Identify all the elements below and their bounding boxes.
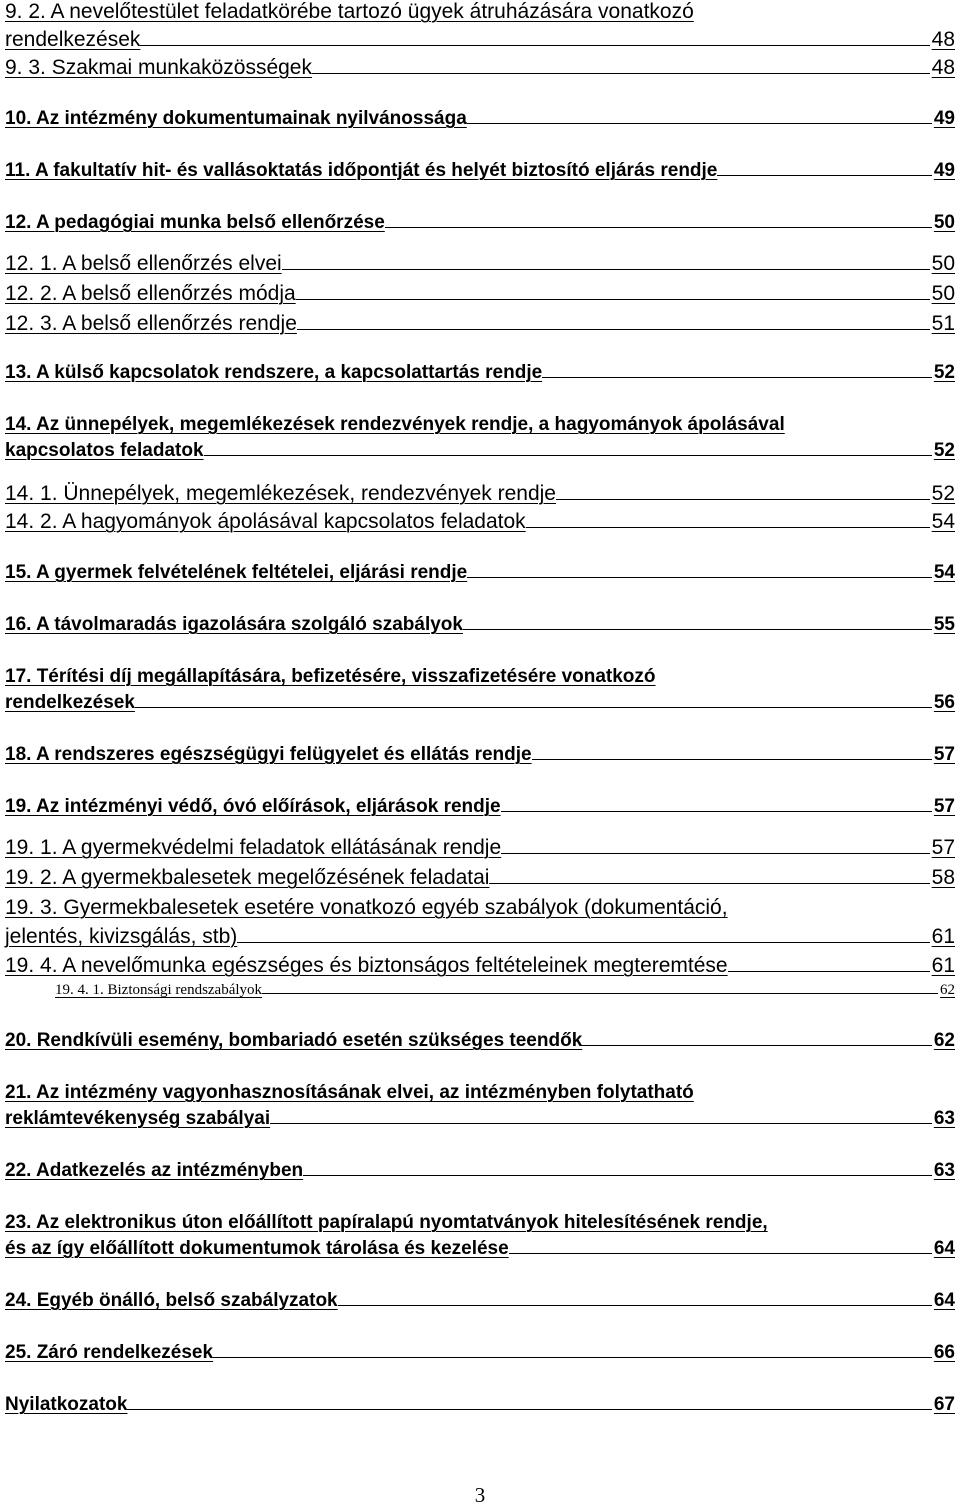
toc-entry-title: 13. A külső kapcsolatok rendszere, a kapcsolattartás rendje [5, 362, 543, 383]
toc-entry-link[interactable] [5, 108, 955, 138]
dot-leader [237, 942, 929, 943]
toc-entry-link[interactable] [5, 1394, 955, 1424]
toc-entry-link[interactable] [5, 1238, 955, 1268]
toc-entry-page-number: 52 [933, 362, 955, 383]
dot-leader [296, 299, 930, 300]
toc-entry-page-number: 50 [933, 212, 955, 233]
toc-entry-page-number: 54 [933, 562, 955, 583]
toc-entry-title: 19. 4. A nevelőmunka egészséges és biztonságos feltételeinek megteremtése [5, 954, 728, 977]
dot-leader [204, 455, 932, 456]
dot-leader [262, 993, 938, 994]
toc-entry-title: 12. 1. A belső ellenőrzés elvei [5, 252, 282, 275]
toc-entry-link[interactable] [5, 1108, 955, 1138]
toc-entry-page-number: 63 [933, 1108, 955, 1129]
page-number: 3 [474, 1483, 486, 1507]
toc-entry-title: 12. 3. A belső ellenőrzés rendje [5, 312, 297, 335]
toc-entry-page-number: 49 [933, 160, 955, 181]
toc-entry-title: Nyilatkozatok [5, 1394, 128, 1415]
toc-entry-title: 11. A fakultatív hit- és vallásoktatás időpontját és helyét biztosító eljárás rendje [5, 160, 718, 181]
dot-leader [582, 1045, 932, 1046]
dot-leader [463, 629, 932, 630]
dot-leader [467, 577, 932, 578]
toc-entry-link[interactable] [5, 312, 955, 342]
toc-entry-title: 19. Az intézményi védő, óvó előírások, eljárások rendje [5, 796, 501, 817]
toc-entry-title: 22. Adatkezelés az intézményben [5, 1160, 304, 1181]
toc-entry-link[interactable] [5, 1160, 955, 1190]
toc-entry-link[interactable] [5, 744, 955, 774]
toc-entry-page-number: 48 [931, 56, 955, 79]
toc-entry-page-number: 55 [933, 614, 955, 635]
dot-leader [526, 527, 930, 528]
toc-entry-link[interactable] [55, 982, 955, 1012]
toc-entry-title-line[interactable]: 23. Az elektronikus úton előállított papíralapú nyomtatványok hitelesítésének rendje, [5, 1212, 768, 1233]
toc-entry-title: 14. 1. Ünnepélyek, megemlékezések, rendezvények rendje [5, 482, 556, 505]
toc-entry-link[interactable] [5, 692, 955, 722]
toc-entry-link[interactable] [5, 866, 955, 896]
toc-entry-link[interactable] [5, 482, 955, 512]
dot-leader [489, 883, 929, 884]
toc-entry-page-number: 50 [931, 252, 955, 275]
toc-entry-title: 16. A távolmaradás igazolására szolgáló szabályok [5, 614, 463, 635]
dot-leader [532, 759, 932, 760]
toc-entry-title: 10. Az intézmény dokumentumainak nyilvánossága [5, 108, 467, 129]
dot-leader [270, 1123, 932, 1124]
toc-entry-link[interactable] [5, 1290, 955, 1320]
dot-leader [501, 811, 932, 812]
toc-entry-title: 20. Rendkívüli esemény, bombariadó esetén szükséges teendők [5, 1030, 583, 1051]
toc-entry-link[interactable] [5, 614, 955, 644]
toc-entry-title: kapcsolatos feladatok [5, 440, 204, 461]
toc-entry-title-line[interactable]: 19. 3. Gyermekbalesetek esetére vonatkozó egyéb szabályok (dokumentáció, [5, 896, 728, 919]
dot-leader [338, 1305, 932, 1306]
toc-entry-page-number: 64 [933, 1290, 955, 1311]
toc-entry-link[interactable] [5, 1030, 955, 1060]
toc-entry-link[interactable] [5, 362, 955, 392]
toc-entry-link[interactable] [5, 510, 955, 540]
toc-entry-link[interactable] [5, 1342, 955, 1372]
toc-entry-title: 24. Egyéb önálló, belső szabályzatok [5, 1290, 338, 1311]
toc-entry-title: rendelkezések [5, 28, 141, 51]
toc-entry-title: 9. 3. Szakmai munkaközösségek [5, 56, 312, 79]
toc-entry-page-number: 54 [931, 510, 955, 533]
toc-entry-page-number: 50 [931, 282, 955, 305]
toc-entry-title: jelentés, kivizsgálás, stb) [5, 925, 238, 948]
toc-entry-title: 12. 2. A belső ellenőrzés módja [5, 282, 296, 305]
dot-leader [542, 377, 932, 378]
toc-entry-link[interactable] [5, 562, 955, 592]
toc-entry-page-number: 61 [931, 954, 955, 977]
toc-entry-page-number: 57 [933, 744, 955, 765]
toc-entry-link[interactable] [5, 28, 955, 58]
toc-entry-title-line[interactable]: 9. 2. A nevelőtestület feladatkörébe tartozó ügyek átruházására vonatkozó [5, 0, 694, 23]
dot-leader [717, 175, 931, 176]
toc-entry-page-number: 61 [931, 925, 955, 948]
dot-leader [140, 45, 929, 46]
dot-leader [385, 227, 932, 228]
toc-entry-link[interactable] [5, 836, 955, 866]
toc-entry-link[interactable] [5, 954, 955, 984]
toc-entry-title: rendelkezések [5, 692, 135, 713]
dot-leader [501, 853, 930, 854]
dot-leader [303, 1175, 932, 1176]
toc-entry-title: 12. A pedagógiai munka belső ellenőrzése [5, 212, 385, 233]
toc-entry-page-number: 52 [931, 482, 955, 505]
toc-entry-page-number: 64 [933, 1238, 955, 1259]
toc-entry-title: 19. 1. A gyermekvédelmi feladatok ellátásának rendje [5, 836, 502, 859]
toc-entry-title: 18. A rendszeres egészségügyi felügyelet és ellátás rendje [5, 744, 532, 765]
toc-entry-page-number: 66 [933, 1342, 955, 1363]
toc-entry-page-number: 57 [931, 836, 955, 859]
toc-entry-page-number: 49 [933, 108, 955, 129]
toc-entry-link[interactable] [5, 160, 955, 190]
toc-entry-link[interactable] [5, 212, 955, 242]
toc-entry-page-number: 62 [933, 1030, 955, 1051]
dot-leader [213, 1357, 932, 1358]
toc-entry-link[interactable] [5, 796, 955, 826]
dot-leader [127, 1409, 931, 1410]
dot-leader [467, 123, 932, 124]
dot-leader [509, 1253, 932, 1254]
toc-entry-title: 19. 4. 1. Biztonsági rendszabályok [55, 982, 263, 998]
dot-leader [312, 73, 930, 74]
toc-entry-title: 19. 2. A gyermekbalesetek megelőzésének feladatai [5, 866, 490, 889]
toc-entry-title-line[interactable]: 14. Az ünnepélyek, megemlékezések rendezvények rendje, a hagyományok ápolásával [5, 414, 785, 435]
toc-entry-page-number: 56 [933, 692, 955, 713]
dot-leader [135, 707, 932, 708]
toc-entry-page-number: 52 [933, 440, 955, 461]
toc-entry-page-number: 57 [933, 796, 955, 817]
dot-leader [728, 971, 930, 972]
toc-entry-link[interactable] [5, 56, 955, 86]
toc-entry-page-number: 67 [933, 1394, 955, 1415]
dot-leader [556, 499, 930, 500]
toc-entry-title: és az így előállított dokumentumok tárolása és kezelése [5, 1238, 509, 1259]
toc-entry-page-number: 48 [931, 28, 955, 51]
dot-leader [297, 329, 930, 330]
toc-entry-page-number: 51 [931, 312, 955, 335]
toc-entry-link[interactable] [5, 282, 955, 312]
toc-entry-page-number: 62 [940, 982, 955, 998]
toc-entry-title: 25. Záró rendelkezések [5, 1342, 214, 1363]
toc-entry-title-line[interactable]: 17. Térítési díj megállapítására, befizetésére, visszafizetésére vonatkozó [5, 666, 656, 687]
toc-entry-link[interactable] [5, 252, 955, 282]
toc-entry-title: 15. A gyermek felvételének feltételei, eljárási rendje [5, 562, 468, 583]
dot-leader [282, 269, 930, 270]
toc-entry-title: 14. 2. A hagyományok ápolásával kapcsolatos feladatok [5, 510, 526, 533]
toc-entry-page-number: 63 [933, 1160, 955, 1181]
toc-entry-title: reklámtevékenység szabályai [5, 1108, 271, 1129]
toc-entry-page-number: 58 [931, 866, 955, 889]
toc-entry-link[interactable] [5, 925, 955, 955]
toc-entry-link[interactable] [5, 440, 955, 470]
toc-entry-title-line[interactable]: 21. Az intézmény vagyonhasznosításának elvei, az intézményben folytatható [5, 1082, 694, 1103]
